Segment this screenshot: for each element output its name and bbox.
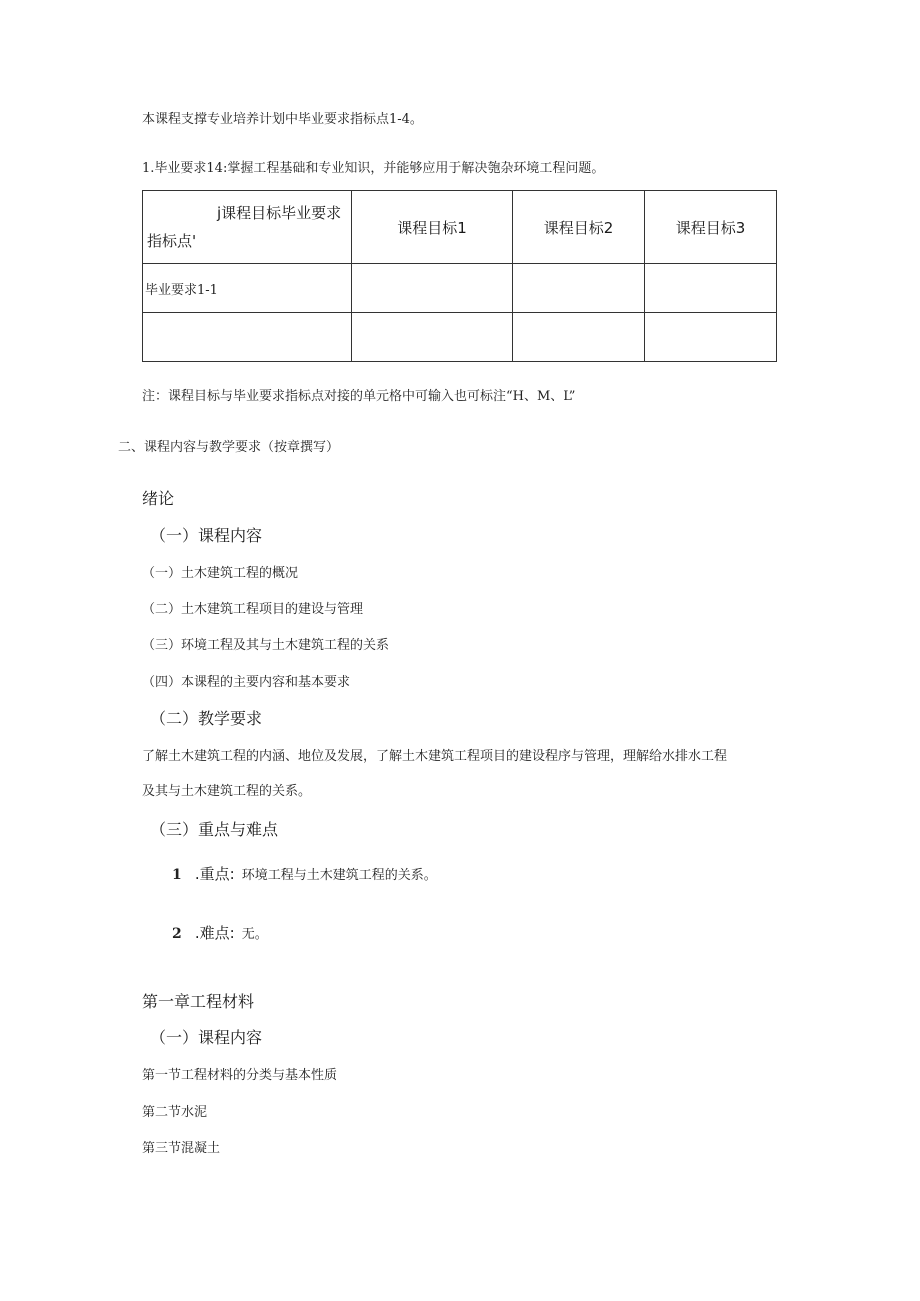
course-goal-mapping-table xyxy=(142,190,777,362)
key-point-number: 1 xyxy=(172,867,182,883)
table-row xyxy=(143,264,777,313)
table-cell[interactable] xyxy=(645,264,777,313)
chapter-title-1: 第一章工程材料 xyxy=(142,992,255,1011)
list-item: 第三节混凝土 xyxy=(142,1141,221,1156)
difficult-point-label: .难点: xyxy=(194,924,235,942)
list-item: 第一节工程材料的分类与基本性质 xyxy=(142,1068,338,1083)
header-diagonal-cell xyxy=(143,191,352,264)
table-note: 注：课程目标与毕业要求指标点对接的单元格中可输入也可标注“H、M、L” xyxy=(142,389,576,404)
header-goal-3: 课程目标3 xyxy=(645,191,777,264)
difficult-point-line xyxy=(172,922,268,943)
row-label: 毕业要求1-1 xyxy=(143,264,352,313)
list-item: （三）环境工程及其与土木建筑工程的关系 xyxy=(142,638,390,653)
subheading-teaching-requirements: （二）教学要求 xyxy=(150,709,263,728)
key-point-text: 环境工程与土木建筑工程的关系。 xyxy=(241,868,437,883)
support-statement: 本课程支撑专业培养计划中毕业要求指标点1-4。 xyxy=(142,112,423,127)
table-header-row xyxy=(143,191,777,264)
section-heading: 二、课程内容与教学要求（按章撰写） xyxy=(118,440,340,455)
list-item: （四）本课程的主要内容和基本要求 xyxy=(142,675,351,690)
header-goal-1: 课程目标1 xyxy=(352,191,513,264)
table-cell[interactable] xyxy=(513,313,645,362)
list-item: （二）土木建筑工程项目的建设与管理 xyxy=(142,602,364,617)
row-label xyxy=(143,313,352,362)
table-row xyxy=(143,313,777,362)
difficult-point-number: 2 xyxy=(172,926,182,942)
table-cell[interactable] xyxy=(513,264,645,313)
header-diagonal-label: j课程目标毕业要求指标点' xyxy=(147,204,342,251)
table-cell[interactable] xyxy=(352,264,513,313)
key-point-line xyxy=(172,863,437,884)
list-item: （一）土木建筑工程的概况 xyxy=(142,566,299,581)
table-cell[interactable] xyxy=(352,313,513,362)
teaching-text-line-1: 了解土木建筑工程的内涵、地位及发展，了解土木建筑工程项目的建设程序与管理，理解给水排水工程 xyxy=(142,749,728,764)
subheading-course-content: （一）课程内容 xyxy=(150,1028,263,1047)
graduation-requirement-line: 1.毕业要求14:掌握工程基础和专业知识，并能够应用于解决匏杂环境工程问题。 xyxy=(142,161,605,176)
chapter-title-intro: 绪论 xyxy=(142,489,175,508)
difficult-point-text: 无。 xyxy=(241,927,268,942)
subheading-key-points: （三）重点与难点 xyxy=(150,820,279,839)
key-point-label: .重点: xyxy=(194,865,235,883)
subheading-course-content: （一）课程内容 xyxy=(150,526,263,545)
teaching-text-line-2: 及其与土木建筑工程的关系。 xyxy=(142,784,312,799)
table-cell[interactable] xyxy=(645,313,777,362)
list-item: 第二节水泥 xyxy=(142,1105,208,1120)
header-goal-2: 课程目标2 xyxy=(513,191,645,264)
